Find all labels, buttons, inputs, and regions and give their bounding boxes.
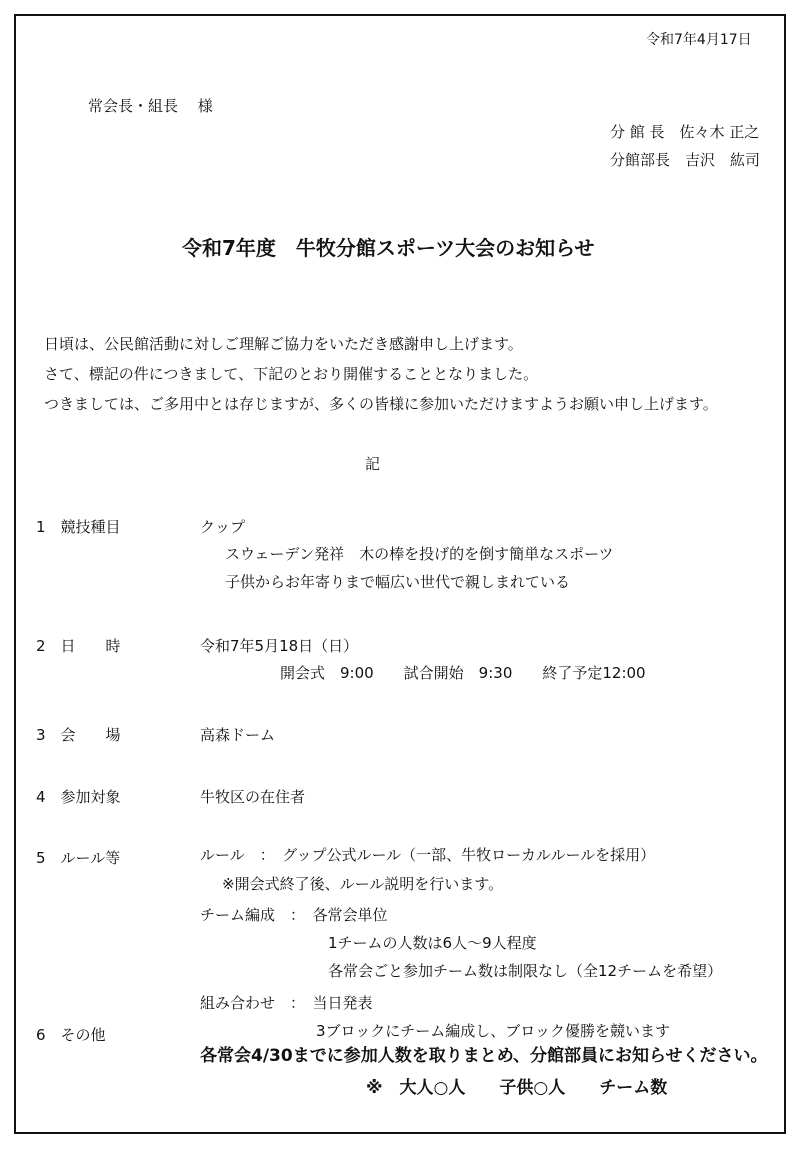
item-line: 開会式 9:00 試合開始 9:30 終了予定12:00 [280, 664, 646, 682]
issue-date: 令和7年4月17日 [646, 32, 752, 48]
item-line: 令和7年5月18日（日） [200, 637, 359, 655]
item-line: 高森ドーム [200, 726, 276, 744]
item-line: 3ブロックにチーム編成し、ブロック優勝を競います [316, 1022, 670, 1040]
item-line: 子供からお年寄りまで幅広い世代で親しまれている [225, 573, 571, 591]
greeting-line: さて、標記の件につきまして、下記のとおり開催することとなりました。 [44, 365, 539, 383]
item-line: ※開会式終了後、ルール説明を行います。 [222, 875, 504, 893]
page-title: 令和7年度 牛牧分館スポーツ大会のお知らせ [182, 236, 595, 260]
item-line: 各常会ごと参加チーム数は制限なし（全12チームを希望） [328, 962, 723, 980]
item-label-other: 6 その他 [36, 1026, 106, 1044]
greeting-line: 日頃は、公民館活動に対しご理解ご協力をいただき感謝申し上げます。 [44, 335, 523, 353]
addressee: 常会長・組長 様 [88, 97, 213, 115]
item-line: 牛牧区の在住者 [200, 788, 306, 806]
item-label-datetime: 2 日 時 [36, 637, 121, 655]
sender-branch-head: 分 館 長 佐々木 正之 [610, 123, 760, 141]
item-line: ルール ： グップ公式ルール（一部、牛牧ローカルルールを採用） [200, 846, 656, 864]
item-line: 各常会4/30までに参加人数を取りまとめ、分館部員にお知らせください。 [200, 1046, 768, 1066]
item-line: ※ 大人○人 子供○人 チーム数 [366, 1078, 668, 1098]
item-line: 組み合わせ ： 当日発表 [200, 994, 373, 1012]
item-line: スウェーデン発祥 木の棒を投げ的を倒す簡単なスポーツ [225, 545, 614, 563]
item-line: 1チームの人数は6人～9人程度 [328, 934, 537, 952]
item-label-event: 1 競技種目 [36, 518, 121, 536]
item-line: クップ [200, 518, 246, 536]
ki-heading: 記 [365, 455, 381, 473]
item-label-rules: 5 ルール等 [36, 849, 121, 867]
item-label-eligibility: 4 参加対象 [36, 788, 121, 806]
greeting-line: つきましては、ご多用中とは存じますが、多くの皆様に参加いただけますようお願い申し上げます。 [44, 395, 718, 413]
item-line: チーム編成 ： 各常会単位 [200, 906, 388, 924]
item-label-venue: 3 会 場 [36, 726, 121, 744]
sender-department-head: 分館部長 吉沢 紘司 [610, 151, 761, 169]
